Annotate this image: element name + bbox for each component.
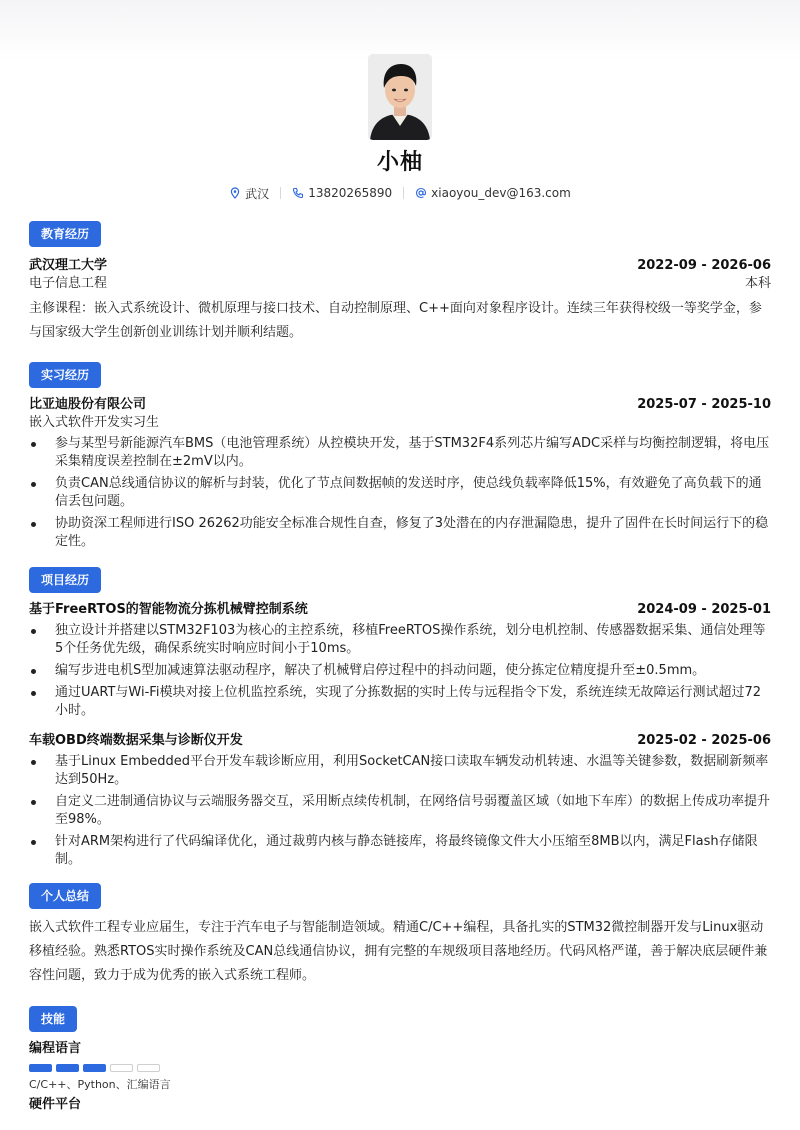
degree: 本科 — [744, 276, 771, 291]
skill-level-segment — [137, 1064, 160, 1072]
project-name: 基于FreeRTOS的智能物流分拣机械臂控制系统 — [29, 602, 308, 617]
skill-name: 编程语言 — [29, 1041, 82, 1056]
bullet-dot — [31, 760, 36, 765]
phone-icon — [292, 187, 304, 199]
contact-phone — [292, 186, 392, 200]
contact-phone-text: 13820265890 — [308, 186, 393, 200]
education-subheader — [29, 275, 771, 293]
major: 电子信息工程 — [29, 276, 108, 291]
internship-header — [29, 396, 771, 414]
summary-section — [29, 883, 771, 988]
list-item — [29, 475, 771, 511]
bullet-text: 独立设计并搭建以STM32F103为核心的主控系统，移植FreeRTOS操作系统，划分电机控制、传感器数据采集、通信处理等5个任务优先级，确保系统实时响应时间小于10ms。 — [55, 623, 766, 656]
skill-level-segment — [83, 1064, 106, 1072]
projects-section — [29, 567, 771, 869]
contact-bar — [29, 185, 771, 201]
list-item — [29, 515, 771, 551]
bullet-dot — [31, 840, 36, 845]
school-name: 武汉理工大学 — [29, 258, 108, 273]
project-bullets — [29, 753, 771, 869]
education-header — [29, 257, 771, 275]
skill-name: 硬件平台 — [29, 1097, 82, 1112]
contact-email-text: xiaoyou_dev@163.com — [431, 186, 571, 200]
contact-location — [229, 185, 269, 202]
project-name: 车载OBD终端数据采集与诊断仪开发 — [29, 733, 243, 748]
internship-bullets — [29, 435, 771, 551]
job-role: 嵌入式软件开发实习生 — [29, 415, 160, 430]
bullet-dot — [31, 629, 36, 634]
contact-email — [415, 186, 571, 200]
bullet-text: 基于Linux Embedded平台开发车载诊断应用，利用SocketCAN接口读取车辆发动机转速、水温等关键参数，数据刷新频率达到50Hz。 — [55, 754, 769, 787]
list-item — [29, 793, 771, 829]
education-section — [29, 221, 771, 345]
bullet-dot — [31, 442, 36, 447]
bullet-dot — [31, 522, 36, 527]
section-title-projects: 项目经历 — [29, 567, 101, 593]
list-item — [29, 435, 771, 471]
bullet-dot — [31, 482, 36, 487]
list-item — [29, 684, 771, 720]
email-icon — [415, 187, 427, 199]
candidate-name: 小柚 — [376, 150, 423, 175]
project-header — [29, 732, 771, 750]
internship-subheader — [29, 414, 771, 432]
skill-level-segment — [110, 1064, 133, 1072]
project-header — [29, 601, 771, 619]
bullet-text: 针对ARM架构进行了代码编译优化，通过裁剪内核与静态链接库，将最终镜像文件大小压缩至8MB以内，满足Flash存储限制。 — [55, 834, 758, 867]
skill-level-bars — [29, 1064, 771, 1072]
skills-section — [29, 1006, 771, 1114]
bullet-dot — [31, 691, 36, 696]
resume-header — [29, 0, 771, 201]
location-icon — [229, 187, 241, 199]
list-item — [29, 833, 771, 869]
bullet-text: 参与某型号新能源汽车BMS（电池管理系统）从控模块开发，基于STM32F4系列芯片编写ADC采样与均衡控制逻辑，将电压采集精度误差控制在±2mV以内。 — [55, 436, 770, 469]
skill-level-segment — [29, 1064, 52, 1072]
bullet-text: 通过UART与Wi-Fi模块对接上位机监控系统，实现了分拣数据的实时上传与远程指令下发，系统连续无故障运行测试超过72小时。 — [55, 685, 761, 718]
list-item — [29, 753, 771, 789]
section-title-skills: 技能 — [29, 1006, 77, 1032]
internship-section — [29, 362, 771, 551]
project-date: 2024-09 - 2025-01 — [637, 602, 771, 617]
skill-detail: C/C++、Python、汇编语言 — [29, 1078, 171, 1091]
project-bullets — [29, 622, 771, 720]
section-title-education: 教育经历 — [29, 221, 101, 247]
avatar — [368, 54, 432, 140]
skill-level-segment — [56, 1064, 79, 1072]
contact-divider — [280, 187, 281, 199]
contact-divider — [403, 187, 404, 199]
education-date: 2022-09 - 2026-06 — [637, 258, 771, 273]
list-item — [29, 622, 771, 658]
section-title-internship: 实习经历 — [29, 362, 101, 388]
education-description: 主修课程：嵌入式系统设计、微机原理与接口技术、自动控制原理、C++面向对象程序设计。连续三年获得校级一等奖学金，参与国家级大学生创新创业训练计划并顺利结题。 — [29, 301, 762, 340]
section-title-summary: 个人总结 — [29, 883, 101, 909]
bullet-text: 编写步进电机S型加减速算法驱动程序，解决了机械臂启停过程中的抖动问题，使分拣定位精度提升至±0.5mm。 — [55, 663, 706, 678]
profile-photo — [368, 54, 432, 140]
list-item — [29, 662, 771, 680]
internship-date: 2025-07 - 2025-10 — [637, 397, 771, 412]
bullet-text: 自定义二进制通信协议与云端服务器交互，采用断点续传机制，在网络信号弱覆盖区域（如地下车库）的数据上传成功率提升至98%。 — [55, 794, 771, 827]
project-date: 2025-02 - 2025-06 — [637, 733, 771, 748]
bullet-dot — [31, 800, 36, 805]
company-name: 比亚迪股份有限公司 — [29, 397, 147, 412]
contact-location-text: 武汉 — [245, 186, 270, 201]
bullet-text: 协助资深工程师进行ISO 26262功能安全标准合规性自查，修复了3处潜在的内存泄漏隐患，提升了固件在长时间运行下的稳定性。 — [55, 516, 769, 549]
summary-text: 嵌入式软件工程专业应届生，专注于汽车电子与智能制造领域。精通C/C++编程，具备扎实的STM32微控制器开发与Linux驱动移植经验。熟悉RTOS实时操作系统及CAN总线通信协议，拥有完整的车规级项目落地经历。代码风格严谨，善于解决底层硬件兼容性问题，致力于成为优秀的嵌入式系统工程师。 — [29, 920, 768, 983]
bullet-dot — [31, 669, 36, 674]
bullet-text: 负责CAN总线通信协议的解析与封装，优化了节点间数据帧的发送时序，使总线负载率降低15%，有效避免了高负载下的通信丢包问题。 — [55, 476, 762, 509]
